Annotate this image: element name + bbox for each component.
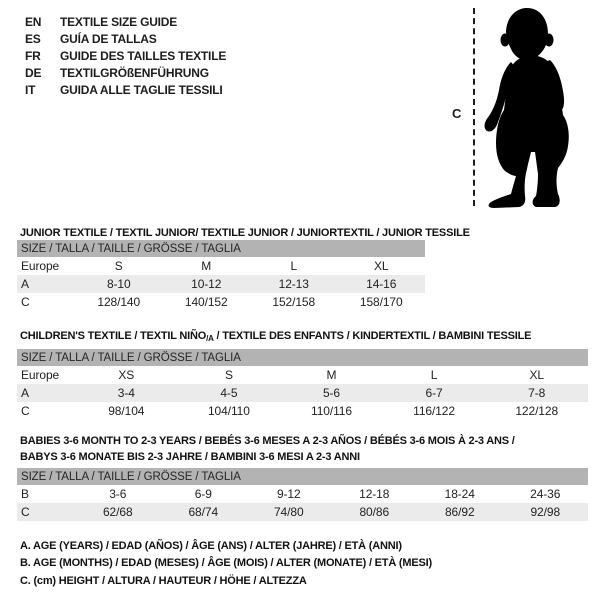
title-subscript: /A: [206, 334, 214, 344]
cell: 116/122: [413, 404, 455, 418]
cell: 6-7: [383, 384, 486, 402]
cell: 74/80: [246, 503, 332, 521]
cell: 104/110: [207, 404, 250, 418]
cell: 8-10: [75, 275, 163, 293]
legend-footnotes: [20, 537, 432, 590]
language-title-list: [25, 13, 226, 99]
cell: 5-6: [280, 384, 383, 402]
row-label: Europe: [21, 259, 60, 273]
cell: S: [114, 259, 123, 273]
language-row-fr: [25, 47, 226, 64]
cell: 140/152: [184, 295, 228, 309]
cell: 12-18: [359, 487, 390, 501]
footnote-c: C. (cm) HEIGHT / ALTURA / HAUTEUR / HÖHE / ALTEZZA: [20, 574, 307, 587]
table-row-age-months: [17, 485, 588, 503]
title-line-2: BABYS 3-6 MONATE BIS 2-3 JAHRE / BAMBINI 3-6 MESI A 2-3 ANNI: [20, 450, 360, 463]
language-code: IT: [25, 83, 36, 98]
table-row-age: [17, 384, 588, 402]
cell: 158/170: [359, 295, 403, 309]
cell: 80/86: [332, 503, 418, 521]
cell: 12-13: [250, 275, 338, 293]
table-row-age: [17, 275, 425, 293]
section-title-babies: [20, 434, 580, 465]
footnote-b: B. AGE (MONTHS) / EDAD (MESES) / ÂGE (MOIS) / ALTER (MONATE) / ETÀ (MESI): [20, 557, 432, 570]
title-line-1: BABIES 3-6 MONTH TO 2-3 YEARS / BEBÉS 3-6 MESES A 2-3 AÑOS / BÉBÉS 3-6 MOIS À 2-3 ANS /: [20, 435, 515, 448]
cell: 62/68: [75, 503, 161, 521]
cell: 6-9: [194, 487, 212, 501]
row-label: A: [17, 275, 75, 293]
table-row-height: [17, 293, 425, 311]
cell: 9-12: [276, 487, 301, 501]
language-code: ES: [25, 31, 41, 46]
cell: L: [290, 259, 298, 273]
size-band-label: SIZE / TALLA / TAILLE / GRÖSSE / TAGLIA: [17, 240, 425, 257]
cell: 110/116: [311, 404, 352, 418]
language-title: TEXTILGRÖßENFÜHRUNG: [60, 66, 209, 81]
language-row-es: [25, 30, 226, 47]
cell: M: [326, 368, 337, 382]
size-band-row: [17, 240, 425, 257]
baby-ear-right: [545, 34, 554, 47]
junior-size-table: [17, 240, 425, 311]
baby-ear-left: [501, 34, 510, 47]
size-band-label: SIZE / TALLA / TAILLE / GRÖSSE / TAGLIA: [17, 468, 588, 485]
cell: 152/158: [272, 295, 316, 309]
row-label: B: [21, 487, 29, 501]
table-row-height: [17, 402, 588, 420]
cell: XL: [529, 368, 544, 382]
height-measure-label: C: [452, 106, 462, 121]
cell: 7-8: [485, 384, 588, 402]
title-text: / TEXTILE DES ENFANTS / KINDERTEXTIL / BAMBINI TESSILE: [213, 330, 532, 343]
cell: 10-12: [163, 275, 251, 293]
footnote-a: A. AGE (YEARS) / EDAD (AÑOS) / ÂGE (ANS) / ALTER (JAHRE) / ETÀ (ANNI): [20, 539, 402, 552]
table-row-height: [17, 503, 588, 521]
title-text: CHILDREN'S TEXTILE / TEXTIL NIÑO: [20, 330, 207, 343]
language-row-en: [25, 13, 226, 30]
language-code: EN: [25, 14, 42, 29]
cell: M: [201, 259, 212, 273]
cell: XL: [374, 259, 389, 273]
language-row-it: [25, 82, 226, 99]
size-band-row: [17, 349, 588, 366]
row-label: C: [21, 404, 30, 418]
cell: 86/92: [417, 503, 503, 521]
language-title: GUIDA ALLE TAGLIE TESSILI: [60, 83, 223, 98]
table-row-europe: [17, 366, 588, 384]
row-label: A: [17, 384, 75, 402]
cell: 122/128: [515, 404, 559, 418]
baby-head: [506, 8, 548, 60]
cell: 68/74: [161, 503, 247, 521]
cell: 14-16: [338, 275, 426, 293]
cell: S: [224, 368, 233, 382]
cell: XS: [118, 368, 135, 382]
babies-size-table: [17, 468, 588, 521]
size-band-label: SIZE / TALLA / TAILLE / GRÖSSE / TAGLIA: [17, 349, 588, 366]
cell: 92/98: [503, 503, 589, 521]
language-title: TEXTILE SIZE GUIDE: [60, 14, 178, 29]
table-row-europe: [17, 257, 425, 275]
cell: 98/104: [108, 404, 145, 418]
cell: 18-24: [444, 487, 475, 501]
cell: 4-5: [178, 384, 281, 402]
cell: 128/140: [97, 295, 141, 309]
row-label: Europe: [21, 368, 60, 382]
section-title-children: [20, 330, 531, 343]
language-title: GUÍA DE TALLAS: [60, 31, 157, 46]
cell: 3-4: [75, 384, 178, 402]
size-band-row: [17, 468, 588, 485]
row-label: C: [21, 295, 30, 309]
language-code: FR: [25, 48, 41, 63]
children-size-table: [17, 349, 588, 420]
language-row-de: [25, 65, 226, 82]
baby-silhouette-icon: [480, 0, 600, 215]
section-title-junior: JUNIOR TEXTILE / TEXTIL JUNIOR/ TEXTILE JUNIOR / JUNIORTEXTIL / JUNIOR TESSILE: [20, 227, 470, 240]
cell: 3-6: [109, 487, 127, 501]
cell: L: [430, 368, 438, 382]
row-label: C: [17, 503, 75, 521]
language-title: GUIDE DES TAILLES TEXTILE: [60, 48, 227, 63]
language-code: DE: [25, 66, 42, 81]
cell: 24-36: [530, 487, 561, 501]
height-measure-dashed-line: [473, 8, 475, 206]
